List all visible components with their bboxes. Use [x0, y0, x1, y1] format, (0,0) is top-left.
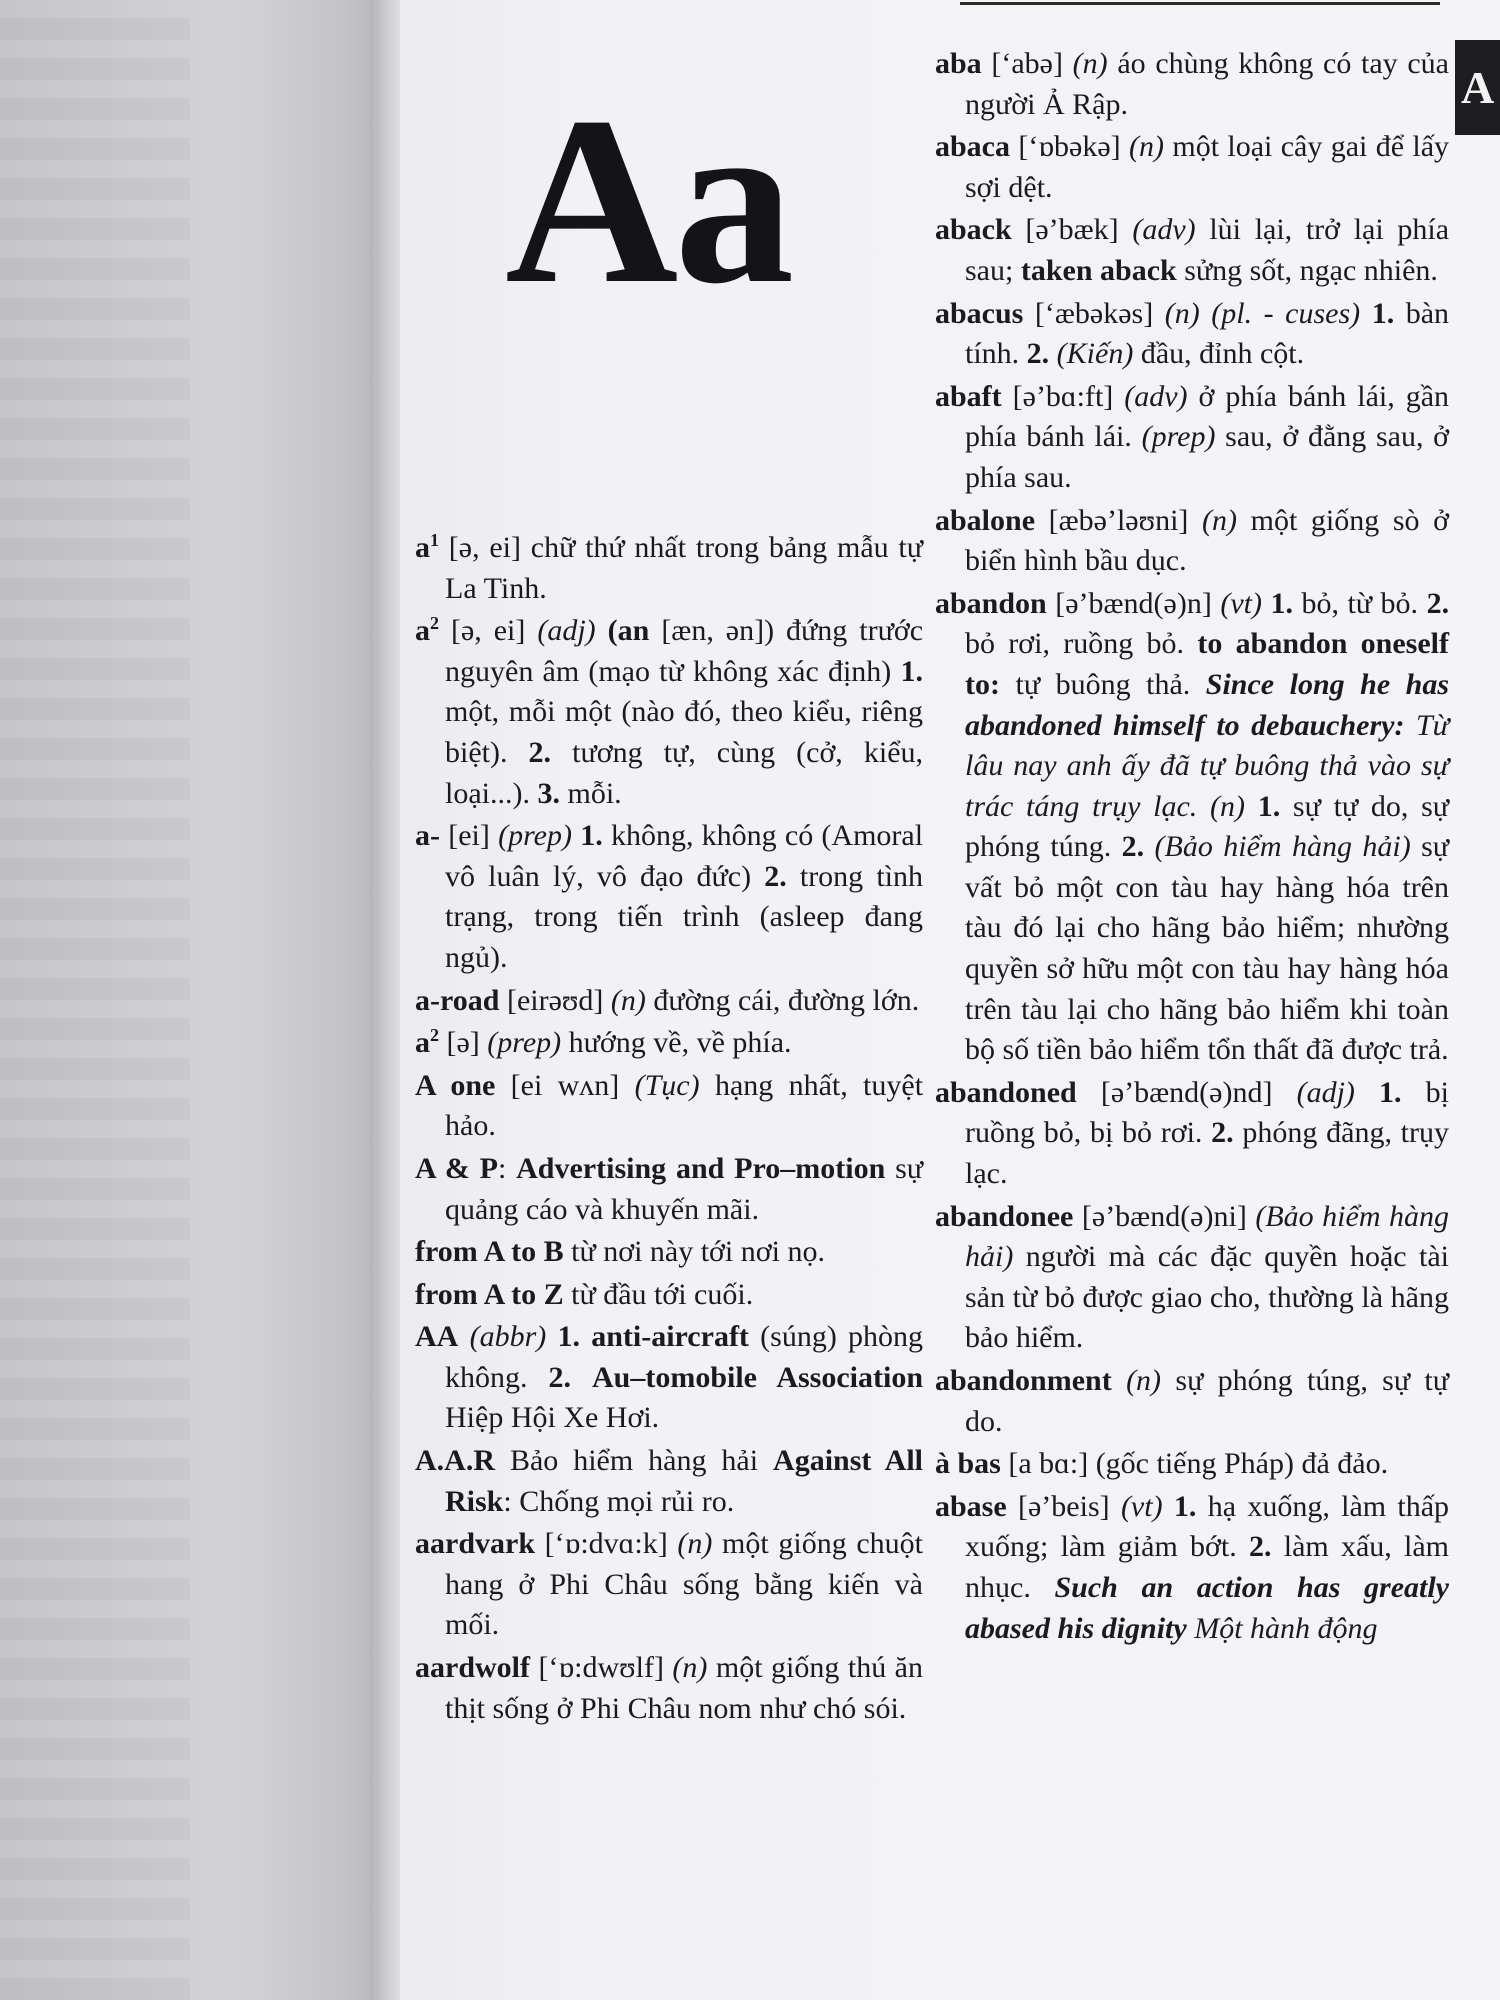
pronunciation: [ə’beis] — [1018, 1489, 1110, 1523]
headword: aardwolf — [415, 1651, 530, 1685]
sense-text: đầu, đỉnh cột. — [1140, 337, 1305, 371]
thumb-index-tab: A — [1455, 40, 1500, 135]
sense-number: 2. — [1426, 586, 1450, 620]
part-of-speech: (n) — [672, 1651, 708, 1685]
part-of-speech: (abbr) — [469, 1320, 547, 1354]
pronunciation: [ə’bænd(ə)nd] — [1100, 1075, 1273, 1109]
sense-number: 2. — [548, 1360, 571, 1394]
plural-form: (pl. - cuses) — [1211, 296, 1361, 330]
part-of-speech: (n) — [1164, 296, 1200, 330]
definition: một giống thú ăn thịt sống ở Phi Châu nom như chó sói. — [445, 1651, 923, 1725]
headword: abandon — [935, 586, 1047, 620]
sense-text: bỏ rơi, ruồng bỏ. — [965, 627, 1185, 661]
dictionary-entry — [935, 584, 1449, 1071]
definition: áo chùng không có tay của người Ả Rập. — [965, 47, 1449, 121]
homograph-number: 2 — [430, 613, 439, 634]
dictionary-entry — [935, 1444, 1449, 1485]
sense-number: 1. — [1270, 586, 1293, 620]
top-rule — [960, 2, 1440, 5]
sense-text: hạ xuống, làm thấp xuống; làm giảm bớt. — [965, 1489, 1450, 1564]
example-sentence: Such an action has greatly abased his dignity — [965, 1570, 1449, 1645]
sense-number: 1. — [1257, 789, 1281, 823]
part-of-speech: (adv) — [1132, 213, 1196, 247]
sense-text: Hiệp Hội Xe Hơi. — [445, 1401, 660, 1435]
sense-text: bỏ, từ bỏ. — [1301, 586, 1419, 620]
definition: từ đầu tới cuối. — [571, 1277, 754, 1311]
headword: aba — [935, 47, 982, 80]
pronunciation: [ə’bæk] — [1025, 213, 1119, 247]
sense-number: 2. — [1121, 830, 1145, 864]
definition: đứng trước nguyên âm (mạo từ không xác định) — [445, 614, 924, 688]
example-translation: Một hành động — [1194, 1611, 1378, 1645]
headword: a- — [415, 819, 440, 853]
right-column — [935, 44, 1449, 1651]
dictionary-entry — [415, 611, 923, 814]
part-of-speech: (n) — [1202, 503, 1238, 537]
part-of-speech: (n) — [1210, 789, 1245, 823]
expansion: Against All Risk — [445, 1444, 924, 1518]
sense-number: 2. — [764, 859, 787, 893]
colon: : — [497, 1151, 507, 1185]
sense-number: 2. — [1026, 337, 1050, 371]
left-column — [415, 528, 923, 1731]
definition: chữ thứ nhất trong bảng mẫu tự La Tinh. — [445, 531, 924, 605]
definition: sự phóng túng, sự tự do. — [965, 1364, 1450, 1438]
headword: aardvark — [415, 1527, 535, 1561]
sense-number: 1. — [1379, 1075, 1402, 1109]
sense-number: 1. — [1371, 296, 1395, 330]
headword: A & P — [415, 1151, 498, 1185]
pronunciation: [ə’bænd(ə)ni] — [1081, 1199, 1247, 1233]
headword: abaca — [935, 130, 1010, 164]
dictionary-entry — [415, 1232, 923, 1273]
sense-number: 1. — [557, 1320, 580, 1354]
part-of-speech: (adj) — [537, 614, 596, 648]
pronunciation: [ə, ei] — [450, 614, 526, 648]
homograph-number: 2 — [430, 1025, 439, 1046]
pronunciation: [‘æbəkəs] — [1034, 296, 1154, 330]
dictionary-entry — [415, 1149, 923, 1230]
definition: một giống sò ở biển hình bầu dục. — [965, 503, 1450, 578]
part-of-speech: (vt) — [1120, 1489, 1163, 1523]
headword: abandonment — [935, 1364, 1112, 1397]
dictionary-entry — [415, 1023, 923, 1064]
dictionary-entry — [935, 1073, 1449, 1195]
sense-text: bị ruồng bỏ, bị bỏ rơi. — [965, 1075, 1450, 1150]
facing-page — [0, 0, 380, 2000]
definition: hạng nhất, tuyệt hảo. — [445, 1068, 924, 1143]
definition: Bảo hiểm hàng hải — [509, 1444, 759, 1478]
headword: a — [415, 531, 430, 564]
sense-text: bàn tính. — [965, 296, 1450, 371]
headword: abalone — [935, 503, 1036, 537]
definition: lùi lại, trở lại phía sau; — [965, 213, 1450, 287]
pronunciation: [‘ɒbəkə] — [1018, 130, 1121, 164]
dictionary-entry — [935, 294, 1449, 375]
dictionary-entry — [415, 816, 923, 978]
headword: A one — [415, 1068, 496, 1102]
pronunciation: [a bɑ:] — [1008, 1447, 1089, 1481]
headword: a — [415, 614, 430, 648]
dictionary-entry — [935, 44, 1449, 125]
pronunciation: [‘abə] — [991, 47, 1063, 80]
pronunciation: [ə’bænd(ə)n] — [1055, 586, 1212, 620]
dictionary-entry — [415, 528, 923, 609]
sense-text: (súng) phòng không. — [445, 1320, 924, 1394]
pronunciation: [æbə’ləʊni] — [1048, 503, 1189, 537]
pronunciation: [ei wʌn] — [510, 1068, 620, 1102]
headword: from A to Z — [415, 1277, 564, 1311]
dictionary-entry — [935, 1487, 1449, 1649]
part-of-speech: (vt) — [1220, 586, 1262, 620]
part-of-speech: (n) — [1129, 130, 1164, 164]
dictionary-entry — [415, 1317, 923, 1439]
headword: a — [415, 1026, 430, 1060]
sense-text: mỗi. — [567, 776, 622, 810]
sense-text: sự tự do, sự phóng túng. — [965, 789, 1450, 864]
headword: abandonee — [935, 1199, 1074, 1233]
dictionary-entry — [935, 501, 1449, 582]
variant-pronunciation: [æn, ən]) — [661, 614, 775, 648]
sense-text: Chống mọi rủi ro. — [519, 1484, 735, 1518]
homograph-number: 1 — [430, 530, 439, 550]
dictionary-entry — [415, 981, 923, 1022]
part-of-speech: (adv) — [1124, 379, 1188, 413]
sense-text: phóng đãng, trụy lạc. — [965, 1116, 1450, 1191]
part-of-speech: (n) — [610, 983, 646, 1017]
sense-number: 1. — [900, 654, 923, 688]
sense-text: trong tình trạng, trong tiến trình (asleep đang ngủ). — [445, 859, 923, 974]
sense-number: 3. — [537, 776, 560, 810]
headword: abase — [935, 1489, 1007, 1523]
part-of-speech: (prep) — [498, 819, 572, 853]
pronunciation: [‘ɒ:dwʊlf] — [538, 1651, 664, 1685]
sense-number: 2. — [528, 735, 552, 769]
headword: from A to B — [415, 1235, 564, 1269]
headword: A.A.R — [415, 1444, 495, 1478]
definition: một loại cây gai để lấy sợi dệt. — [965, 130, 1450, 204]
headword: a-road — [415, 983, 500, 1017]
sense-number: 1. — [580, 819, 603, 853]
variant-form: (an — [607, 614, 650, 648]
definition: ở phía bánh lái, gần phía bánh lái. — [965, 379, 1450, 454]
part-of-speech: (n) — [1126, 1364, 1162, 1397]
field-label: (Bảo hiểm hàng hải) — [1154, 830, 1411, 864]
part-of-speech: (prep) — [1141, 420, 1216, 454]
sense-number: 2. — [1248, 1530, 1272, 1564]
headword: aback — [935, 213, 1012, 247]
dictionary-entry — [935, 377, 1449, 499]
pronunciation: [ei] — [448, 819, 490, 853]
sense-text: một, mỗi một (nào đó, theo kiểu, riêng biệt). — [445, 695, 923, 769]
example-translation: Từ lâu nay anh ấy đã tự buông thả vào sự trác táng trụy lạc. — [965, 708, 1449, 823]
dictionary-entry — [935, 210, 1449, 291]
dictionary-entry — [415, 1648, 923, 1729]
definition: sự quảng cáo và khuyến mãi. — [445, 1151, 924, 1226]
sense-text: làm xấu, làm nhục. — [965, 1530, 1450, 1604]
dictionary-entry — [935, 1197, 1449, 1359]
sense-text: tương tự, cùng (cở, kiểu, loại...). — [445, 735, 924, 810]
sense-text: không, không có (Amoral vô luân lý, vô đạo đức) — [445, 819, 924, 893]
definition: (gốc tiếng Pháp) đả đảo. — [1095, 1447, 1389, 1481]
headword: AA — [415, 1320, 459, 1354]
pronunciation: [eirəʊd] — [506, 983, 604, 1017]
expansion: Au–tomobile Association — [592, 1360, 924, 1394]
book-gutter — [370, 0, 400, 2000]
dictionary-entry — [415, 1441, 923, 1522]
definition: từ nơi này tới nơi nọ. — [571, 1235, 825, 1269]
pronunciation: [ə, ei] — [448, 531, 521, 564]
section-letter-heading: Aa — [505, 67, 791, 333]
idiom-meaning: sửng sốt, ngạc nhiên. — [1184, 253, 1438, 287]
idiom-meaning: tự buông thả. — [1015, 667, 1191, 701]
dictionary-entry — [415, 1066, 923, 1147]
headword: abandoned — [935, 1075, 1077, 1109]
pronunciation: [‘ɒ:dvɑ:k] — [544, 1527, 668, 1561]
part-of-speech: (n) — [1072, 47, 1108, 80]
definition: người mà các đặc quyền hoặc tài sản từ bỏ được giao cho, thường là hãng bảo hiểm. — [965, 1240, 1449, 1355]
pronunciation: [ə] — [446, 1026, 480, 1060]
facing-page-bleed-text — [0, 0, 190, 2000]
part-of-speech: (n) — [677, 1527, 713, 1561]
sense-text: sự vất bỏ một con tàu hay hàng hóa trên tàu đó lại cho hãng bảo hiểm; nhường quyền sở hữu một con tàu hay hàng hóa trên tàu lại cho hãng bảo hiểm khi toàn bộ số tiền bảo hiểm tổn thất đã được trả. — [965, 830, 1450, 1067]
dictionary-entry — [935, 1361, 1449, 1442]
dictionary-entry — [415, 1275, 923, 1316]
headword: à bas — [935, 1447, 1001, 1481]
expansion: Advertising and Pro–motion — [516, 1151, 886, 1185]
headword: abaft — [935, 379, 1002, 413]
definition: một giống chuột hang ở Phi Châu sống bằng kiến và mối. — [445, 1527, 924, 1642]
expansion: anti-aircraft — [591, 1320, 749, 1354]
colon: : — [503, 1484, 512, 1518]
idiom: taken aback — [1020, 253, 1177, 287]
definition: hướng về, về phía. — [568, 1026, 792, 1060]
part-of-speech: (prep) — [487, 1026, 562, 1060]
dictionary-entry — [935, 127, 1449, 208]
field-label: (Bảo hiểm hàng hải) — [965, 1199, 1449, 1274]
sense-number: 1. — [1173, 1489, 1197, 1523]
definition: đường cái, đường lớn. — [653, 983, 920, 1017]
example-sentence: Since long he has abandoned himself to debauchery: — [965, 667, 1450, 742]
pronunciation: [ə’bɑ:ft] — [1012, 379, 1114, 413]
usage-label: (Tục) — [634, 1068, 700, 1102]
field-label: (Kiến) — [1056, 337, 1134, 371]
headword: abacus — [935, 296, 1024, 330]
sense-number: 2. — [1211, 1116, 1234, 1150]
part-of-speech: (adj) — [1296, 1075, 1355, 1109]
idiom: to abandon oneself to: — [965, 627, 1449, 701]
dictionary-entry — [415, 1524, 923, 1646]
sense-text: sau, ở đằng sau, ở phía sau. — [965, 420, 1450, 494]
